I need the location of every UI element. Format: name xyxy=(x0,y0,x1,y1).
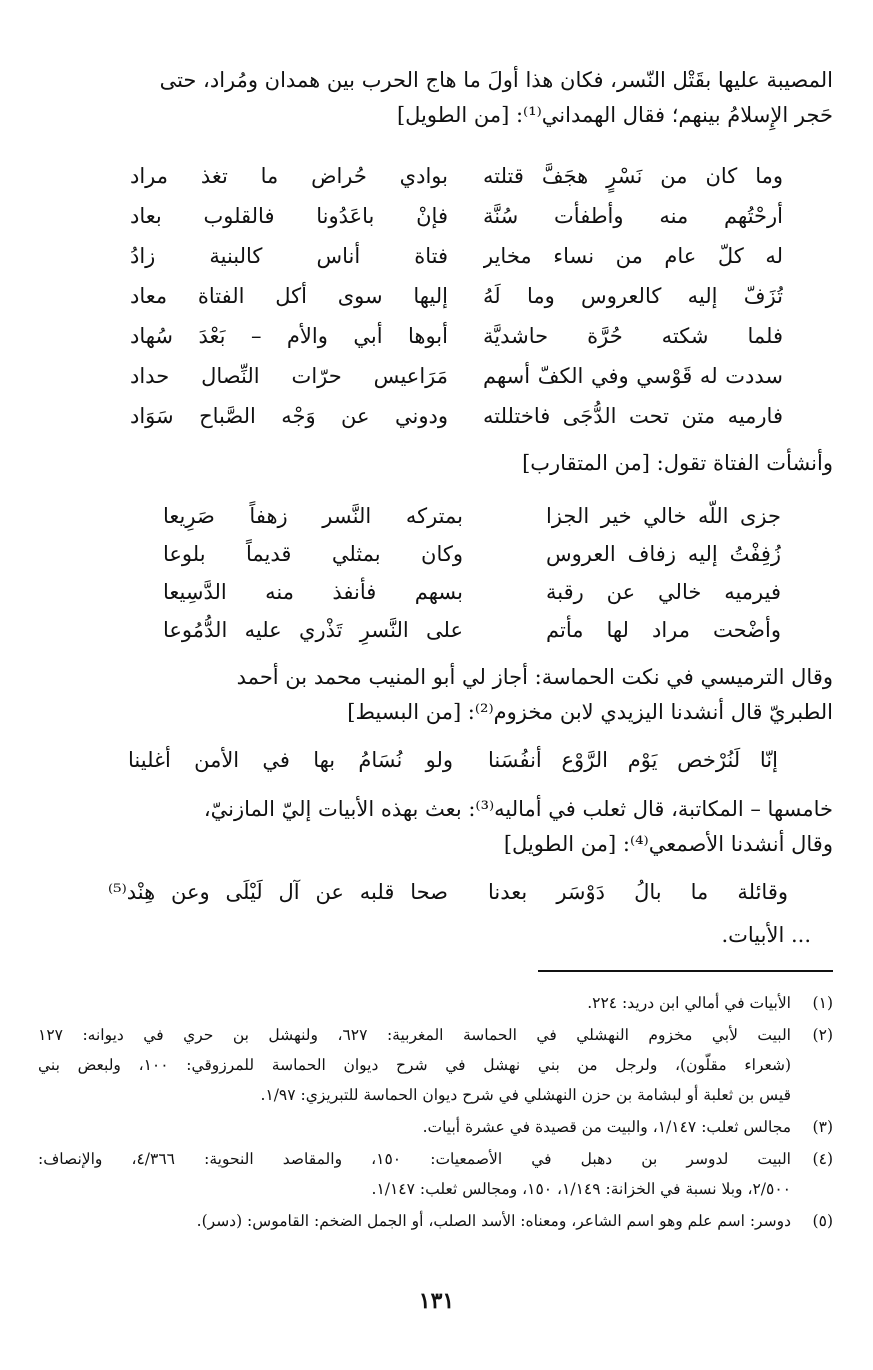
second-hemistich: فإنْ باعَدُونا فالقلوب بعاد xyxy=(130,204,448,228)
footnote-line: الأبيات في أمالي ابن دريد: ٢٢٤. xyxy=(587,994,791,1012)
poem-1 xyxy=(40,156,833,436)
first-hemistich: فارميه متن تحت الدُّجَى فاختللته xyxy=(483,404,783,428)
footnote-number: (٤) xyxy=(812,1150,833,1168)
verse xyxy=(40,535,833,573)
verse xyxy=(40,196,833,236)
second-hemistich: وكان بمثلي قديماً بلوعا xyxy=(163,542,463,566)
footnote-number: (٢) xyxy=(812,1026,833,1044)
poem-2 xyxy=(40,497,833,649)
text-line: خامسها – المكاتبة، قال ثعلب في أماليه⁽³⁾: بعث بهذه الأبيات إليّ المازنيّ، xyxy=(203,797,833,821)
first-hemistich: إنّا لَنُرْخص يَوْم الرَّوْع أنفُسَنا xyxy=(488,748,778,772)
footnote-number: (١) xyxy=(812,994,833,1012)
poem-3 xyxy=(40,740,833,780)
verse xyxy=(40,872,833,912)
second-hemistich: بمتركه النَّسر زهفاً صَرِيعا xyxy=(163,504,463,528)
text-line: وقال أنشدنا الأصمعي⁽⁴⁾: [من الطويل] xyxy=(503,832,833,856)
footnote-line: البيت لأبي مخزوم النهشلي في الحماسة المغربية: ٦٢٧، ولنهشل بن حري في ديوانه: ١٢٧ xyxy=(38,1026,791,1044)
text-line: حَجر الإِسلامُ بينهم؛ فقال الهمداني⁽¹⁾: [من الطويل] xyxy=(396,103,833,127)
text-line: وقال الترميسي في نكت الحماسة: أجاز لي أبو المنيب محمد بن أحمد xyxy=(236,665,833,689)
verse xyxy=(40,316,833,356)
footnote xyxy=(38,1020,833,1110)
paragraph-3 xyxy=(62,792,833,862)
poem-4 xyxy=(40,872,833,912)
verses-continuation: ... الأبيات. xyxy=(721,923,811,947)
paragraph-1 xyxy=(62,63,833,133)
footnote-line: قيس بن ثعلبة أو لبشامة بن حزن النهشلي في شرح ديوان الحماسة للتبريزي: ١/٩٧. xyxy=(260,1086,791,1104)
first-hemistich: زُفِفْتُ إليه زفاف العروس xyxy=(546,542,781,566)
second-hemistich: على النَّسرِ تَذْري عليه الدُّمُوعا xyxy=(163,618,463,642)
first-hemistich: له كلّ عام من نساء مخاير xyxy=(483,244,783,268)
verse xyxy=(40,740,833,780)
second-hemistich: ولو نُسَامُ بها في الأمن أغلينا xyxy=(128,748,453,772)
footnote-number: (٥) xyxy=(812,1212,833,1230)
footnote-line: البيت لدوسر بن دهبل في الأصمعيات: ١٥٠، والمقاصد النحوية: ٤/٣٦٦، والإنصاف: xyxy=(38,1150,791,1168)
second-hemistich: بسهم فأنفذ منه الدَّسِيعا xyxy=(163,580,463,604)
footnotes xyxy=(38,988,833,1238)
verse xyxy=(40,497,833,535)
footnote-line: دوسر: اسم علم وهو اسم الشاعر، ومعناه: الأسد الصلب، أو الجمل الضخم: القاموس: (دسر). xyxy=(196,1212,791,1230)
footnote xyxy=(38,1206,833,1236)
verse xyxy=(40,396,833,436)
second-hemistich: فتاة أناس كالبنية زادُ xyxy=(130,244,448,268)
first-hemistich: فلما شكته حُرَّة حاشديَّة xyxy=(483,324,783,348)
poem-2-intro: وأنشأت الفتاة تقول: [من المتقارب] xyxy=(522,451,833,475)
second-hemistich: ودوني عن وَجْه الصَّباح سَوَاد xyxy=(130,404,448,428)
first-hemistich: جزى اللّه خالي خير الجزا xyxy=(546,504,781,528)
verse xyxy=(40,276,833,316)
first-hemistich: سددت له قَوْسي وفي الكفّ أسهم xyxy=(483,364,783,388)
second-hemistich: إليها سوى أكل الفتاة معاد xyxy=(130,284,448,308)
second-hemistich: مَرَاعيس حرّات النِّصال حداد xyxy=(130,364,448,388)
footnote xyxy=(38,1112,833,1142)
footnote xyxy=(38,988,833,1018)
verse xyxy=(40,573,833,611)
second-hemistich: صحا قلبه عن آل لَيْلَى وعن هِنْد⁽⁵⁾ xyxy=(108,880,448,904)
first-hemistich: وأضْحت مراد لها مأتم xyxy=(546,618,781,642)
footnote-line: (شعراء مقلّون)، ولرجل من بني نهشل في شرح ديوان الحماسة للمرزوقي: ١٠٠، ولبعض بني xyxy=(38,1056,791,1074)
footnote-divider xyxy=(538,970,833,972)
first-hemistich: فيرميه خالي عن رقبة xyxy=(546,580,781,604)
second-hemistich: بوادي حُراض ما تغذ مراد xyxy=(130,164,448,188)
paragraph-2 xyxy=(62,660,833,730)
verse xyxy=(40,611,833,649)
footnote xyxy=(38,1144,833,1204)
first-hemistich: وقائلة ما بالُ دَوْسَر بعدنا xyxy=(488,880,788,904)
second-hemistich: أبوها أبي والأم – بَعْدَ سُهاد xyxy=(130,324,448,348)
first-hemistich: تُزَفّ إليه كالعروس وما لَهُ xyxy=(483,284,783,308)
footnote-number: (٣) xyxy=(812,1118,833,1136)
footnote-line: مجالس ثعلب: ١/١٤٧، والبيت من قصيدة في عشرة أبيات. xyxy=(422,1118,791,1136)
verse xyxy=(40,356,833,396)
footnote-line: ٢/٥٠٠، وبلا نسبة في الخزانة: ١/١٤٩، ١٥٠، ومجالس ثعلب: ١/١٤٧. xyxy=(371,1180,791,1198)
page-number: ١٣١ xyxy=(418,1288,455,1314)
first-hemistich: وما كان من نَسْرٍ هجَفَّ قتلته xyxy=(483,164,783,188)
text-line: المصيبة عليها بقَتْل النّسر، فكان هذا أولَ ما هاج الحرب بين همدان ومُراد، حتى xyxy=(159,68,833,92)
verse xyxy=(40,236,833,276)
text-line: الطبريّ قال أنشدنا اليزيدي لابن مخزوم⁽²⁾: [من البسيط] xyxy=(347,700,833,724)
verse xyxy=(40,156,833,196)
first-hemistich: أرحْتُهم منه وأطفأت سُنَّة xyxy=(483,204,783,228)
